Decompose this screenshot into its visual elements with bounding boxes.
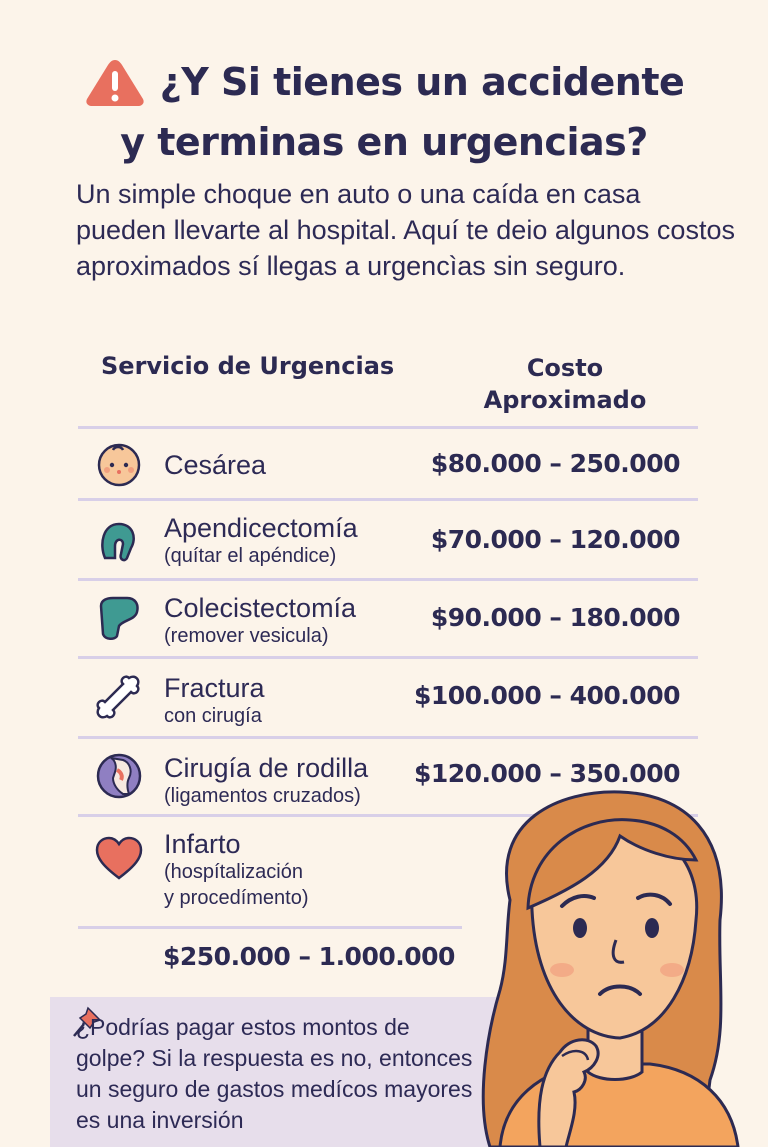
cost-infarto: $250.000 – 1.000.000 bbox=[163, 942, 455, 971]
service-cesarea: Cesárea bbox=[164, 450, 267, 480]
divider bbox=[78, 578, 698, 581]
header-cost: Costo Aproximado bbox=[483, 354, 647, 414]
cost-rodilla: $120.000 – 350.000 bbox=[413, 759, 680, 788]
title-line2: y terminas en urgencias? bbox=[120, 120, 648, 164]
service-infarto: Infarto (hospítalización y procedímento) bbox=[164, 829, 309, 909]
service-rodilla: Cirugía de rodilla (ligamentos cruzados) bbox=[164, 753, 369, 807]
warning-icon bbox=[84, 57, 146, 107]
divider bbox=[78, 498, 698, 501]
worried-woman-illustration bbox=[470, 780, 768, 1147]
gallbladder-icon bbox=[93, 592, 145, 644]
cost-apendicectomia: $70.000 – 120.000 bbox=[430, 525, 680, 554]
service-fractura: Fractura con cirugía bbox=[164, 673, 265, 727]
divider bbox=[78, 426, 698, 429]
baby-face-icon bbox=[93, 438, 145, 490]
bone-icon bbox=[93, 672, 145, 724]
divider bbox=[78, 656, 698, 659]
header-service: Servicio de Urgencias bbox=[101, 352, 395, 380]
divider bbox=[78, 926, 462, 929]
appendix-icon bbox=[93, 514, 145, 566]
heart-icon bbox=[93, 832, 145, 884]
cost-colecistectomia: $90.000 – 180.000 bbox=[430, 603, 680, 632]
service-apendicectomia: Apendicectomía (quítar el apéndice) bbox=[164, 513, 358, 567]
divider bbox=[78, 736, 698, 739]
service-colecistectomia: Colecistectomía (remover vesicula) bbox=[164, 593, 357, 647]
cost-fractura: $100.000 – 400.000 bbox=[413, 681, 680, 710]
cost-cesarea: $80.000 – 250.000 bbox=[430, 449, 680, 478]
intro-text: Un simple choque en auto o una caída en casa pueden llevarte al hospital. Aquí te deio algunos costos aproximados sí llegas a urgencìas sin seguro. bbox=[76, 179, 735, 281]
title-line1: ¿Y Si tienes un accidente bbox=[159, 60, 685, 104]
page-title bbox=[0, 52, 768, 172]
callout-text: ¿Podrías pagar estos montos de golpe? Si la respuesta es no, entonces un seguro de gastos medícos mayores es una inversión bbox=[76, 1014, 473, 1133]
knee-icon bbox=[93, 750, 145, 802]
